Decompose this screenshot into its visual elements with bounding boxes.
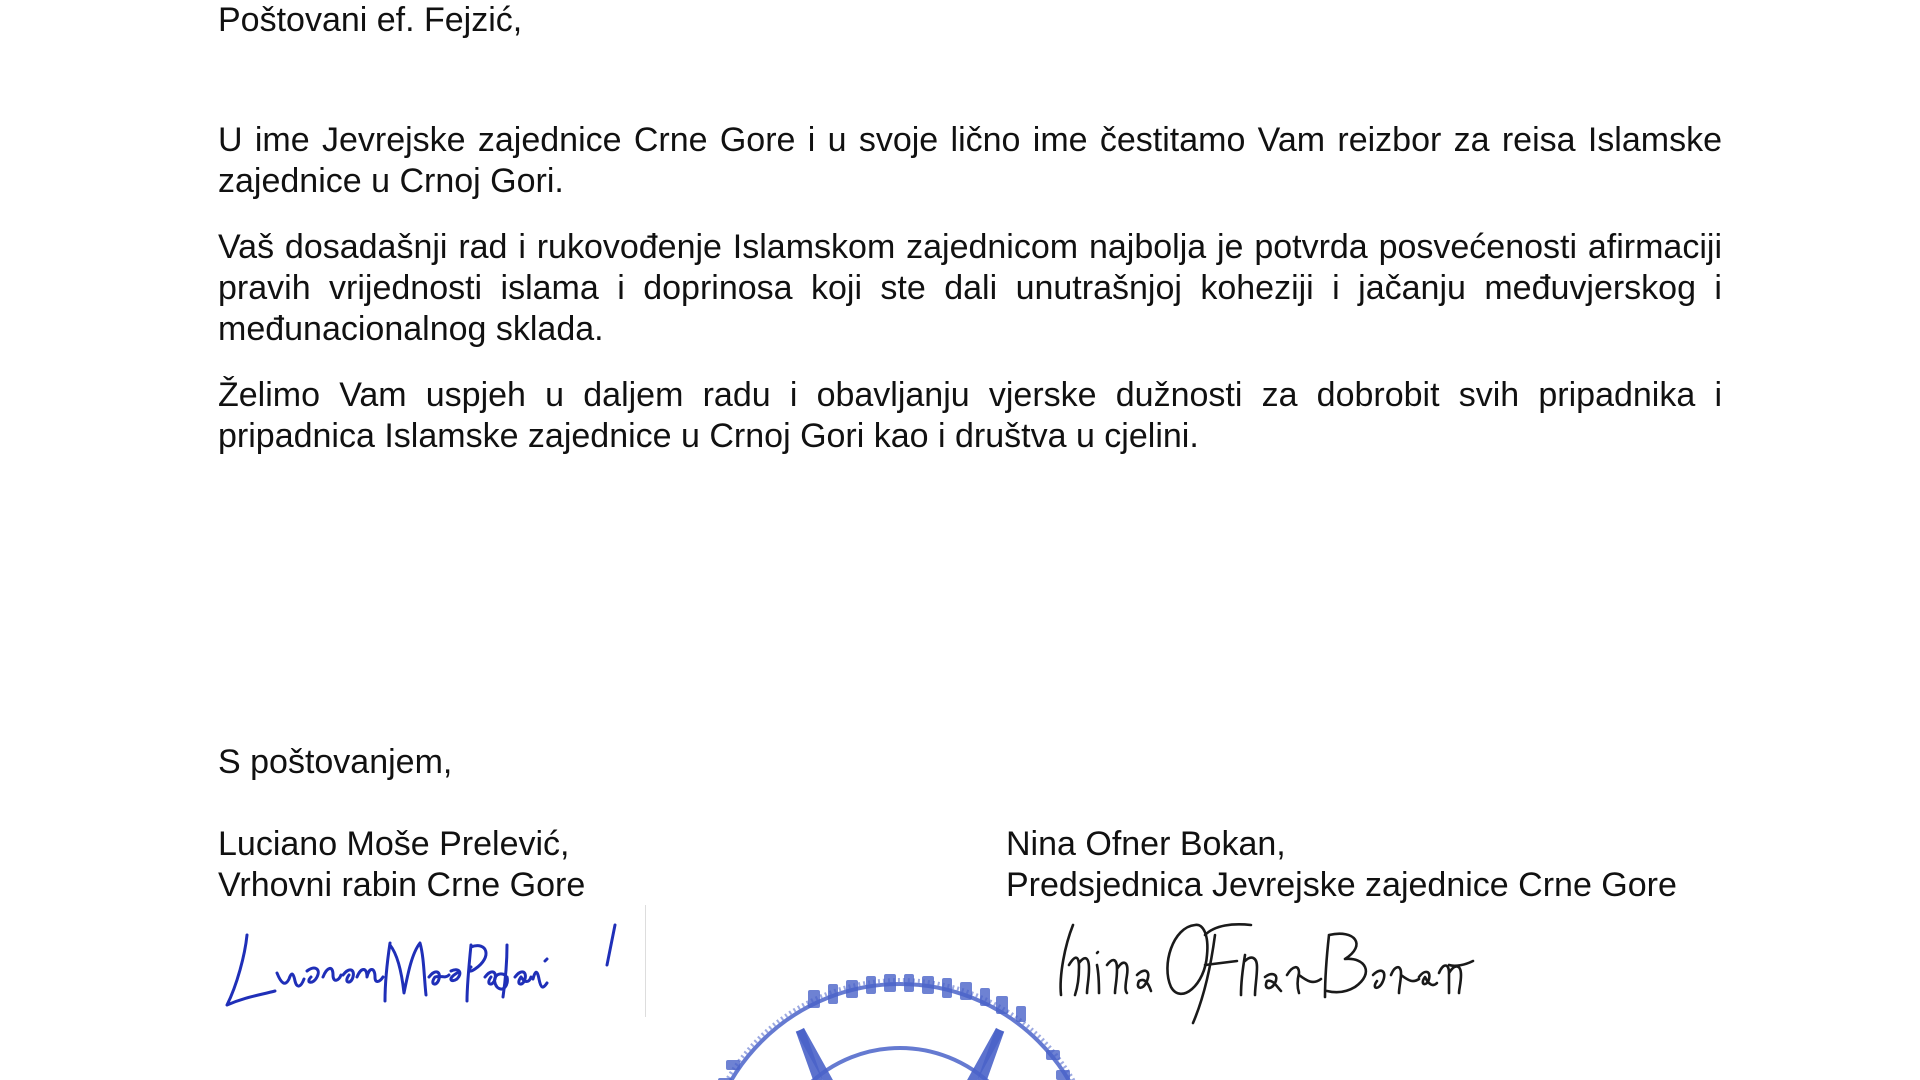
signer-right-title: Predsjednica Jevrejske zajednice Crne Gore [1006, 866, 1677, 904]
signature-right-icon [1055, 905, 1495, 1025]
signer-right-name: Nina Ofner Bokan, [1006, 825, 1286, 863]
paragraph-wishes: Želimo Vam uspjeh u daljem radu i obavljanju vjerske dužnosti za dobrobit svih pripadnika i pripadnica Islamske zajednice u Crnoj Gori kao i društva u cjelini. [218, 376, 1722, 455]
signer-left-title: Vrhovni rabin Crne Gore [218, 866, 586, 904]
community-seal-icon [690, 970, 1110, 1080]
signer-left-name: Luciano Moše Prelević, [218, 825, 570, 863]
salutation: Poštovani ef. Fejzić, [218, 1, 523, 39]
signer-right-block [1006, 824, 1677, 906]
paragraph-congratulations: U ime Jevrejske zajednice Crne Gore i u svoje lično ime čestitamo Vam reizbor za reisa Islamske zajednice u Crnoj Gori. [218, 121, 1722, 200]
signature-left-divider [645, 905, 646, 1017]
signature-left-icon [215, 905, 645, 1015]
paragraph-acknowledgement: Vaš dosadašnji rad i rukovođenje Islamskom zajednicom najbolja je potvrda posvećenosti afirmaciji pravih vrijednosti islama i doprinosa koji ste dali unutrašnjoj koheziji i jačanju međuvjerskog i međunacionalnog sklada. [218, 228, 1722, 348]
signer-left-block [218, 824, 585, 906]
closing: S poštovanjem, [218, 743, 453, 781]
